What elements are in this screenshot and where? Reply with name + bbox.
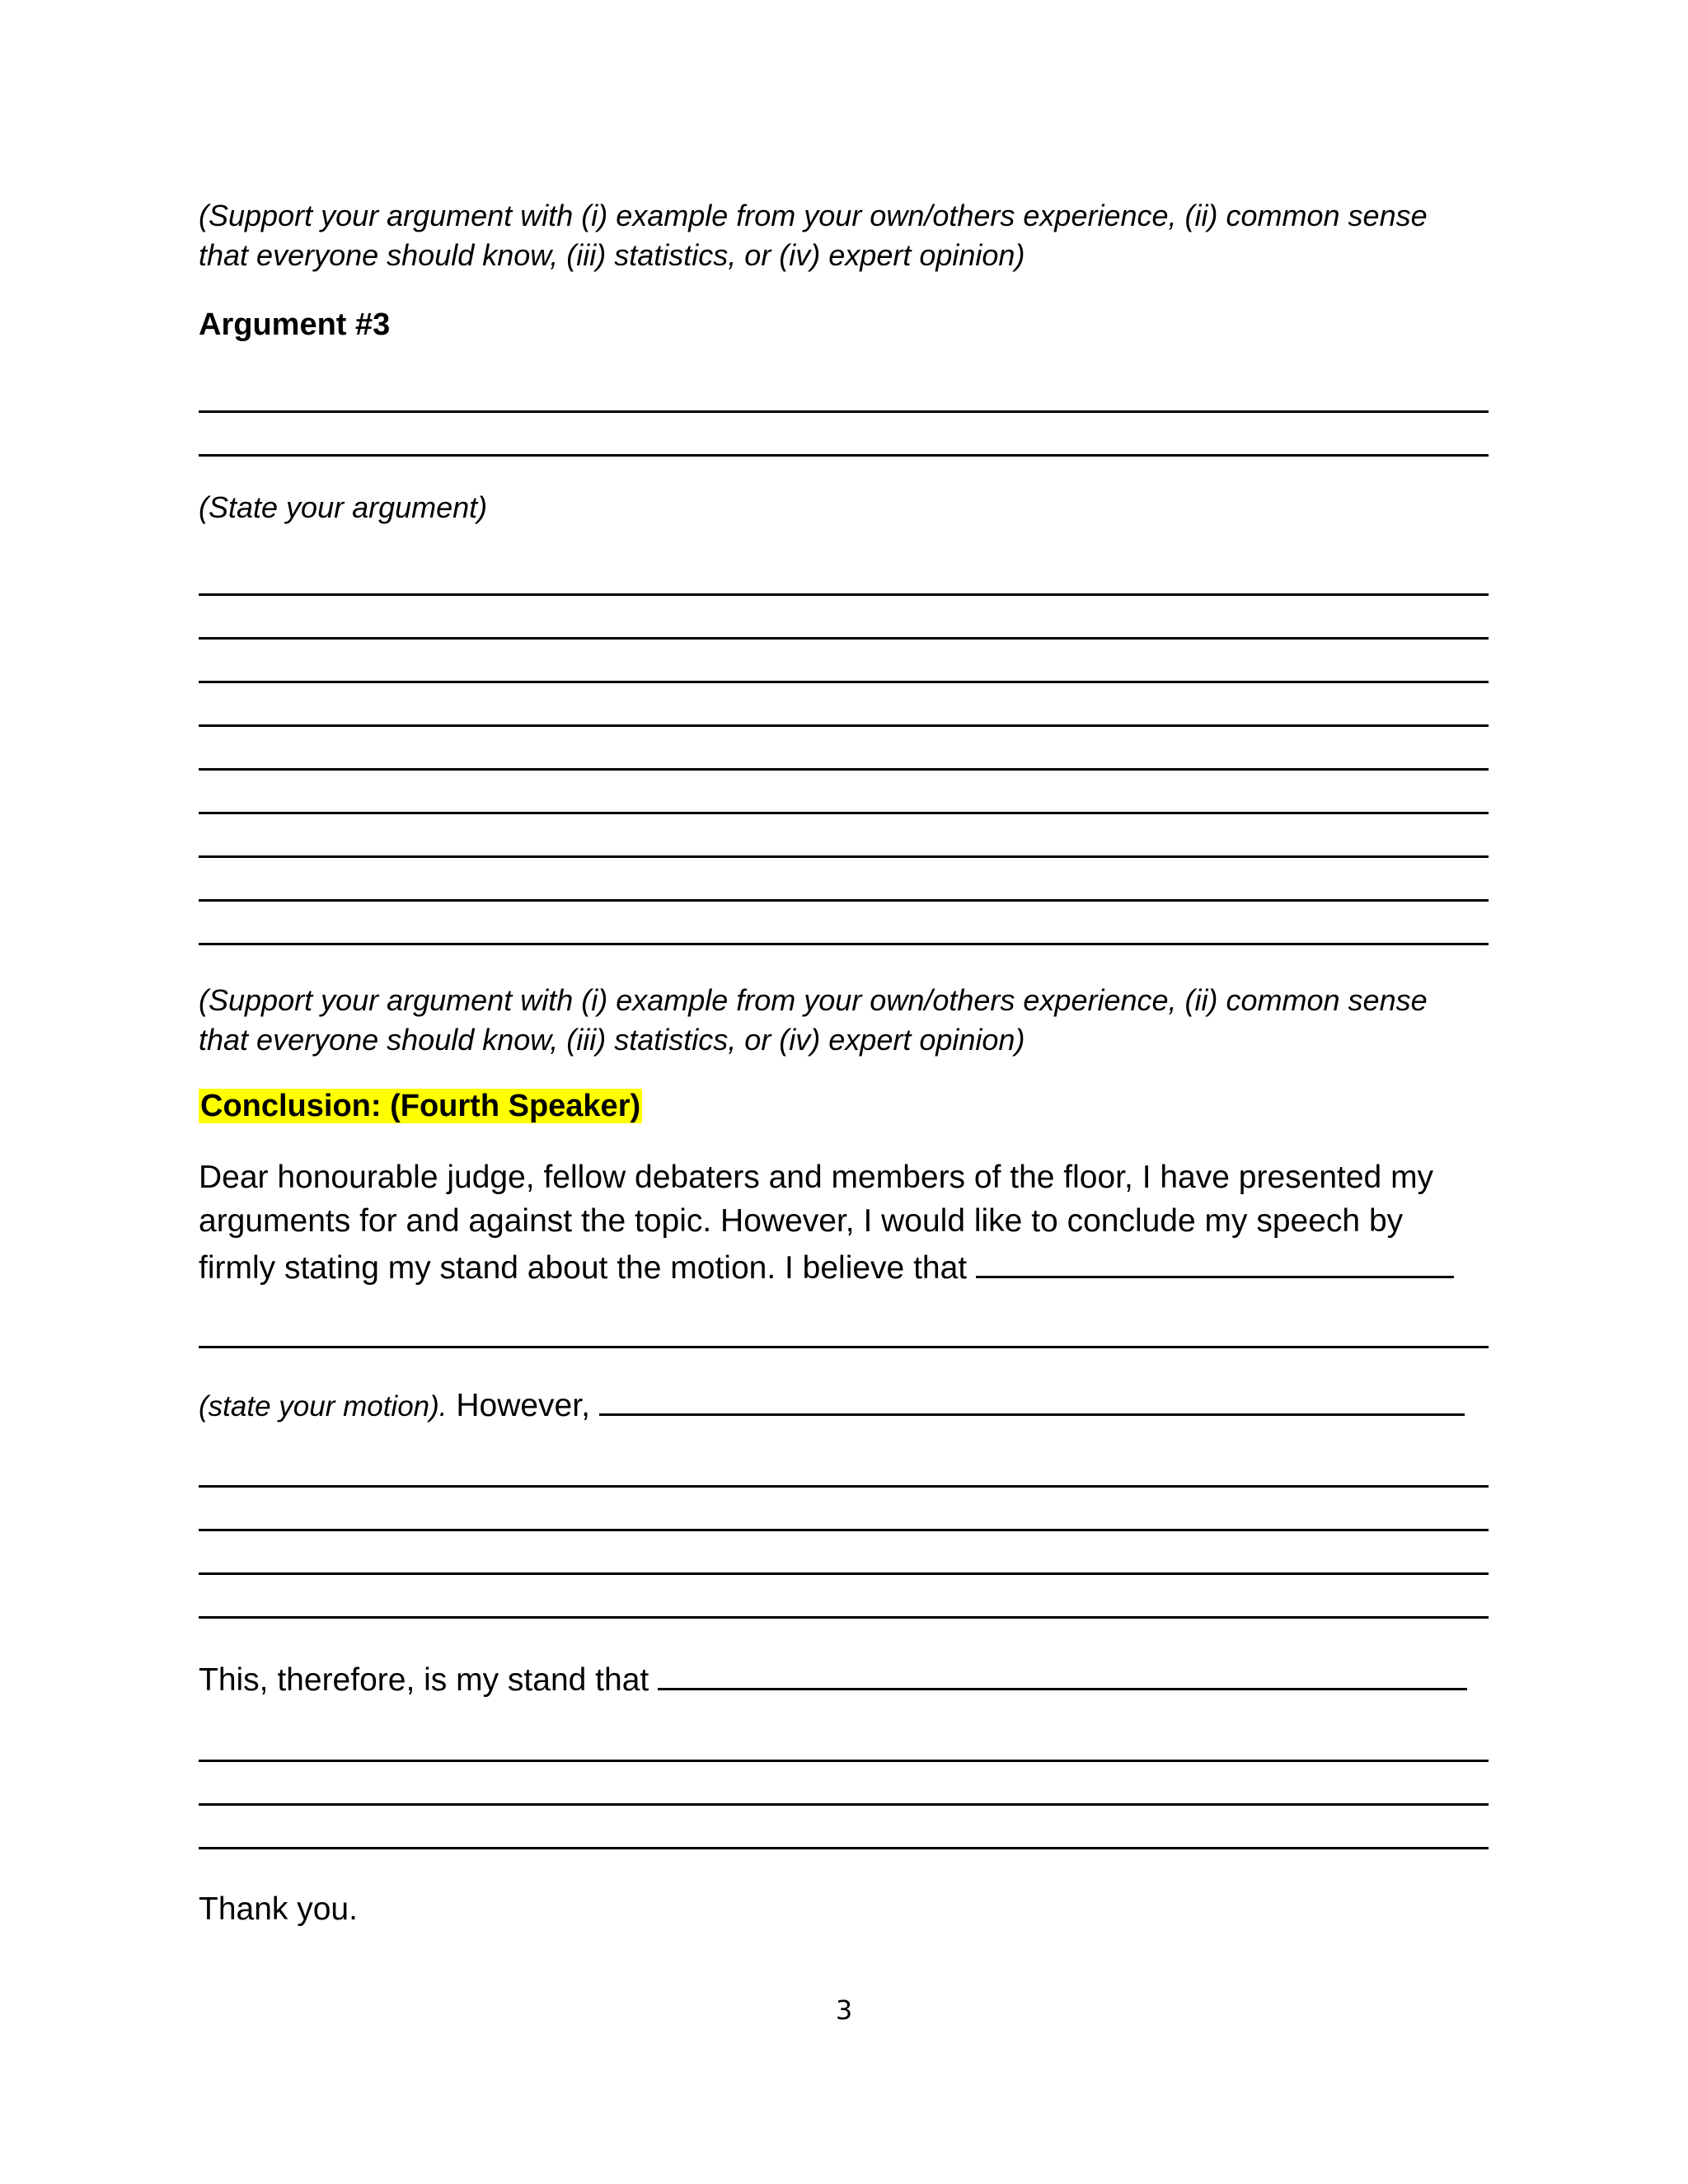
however-blank[interactable] (599, 1380, 1465, 1416)
believe-text: firmly stating my stand about the motion. I believe that (199, 1250, 968, 1286)
motion-hint: (state your motion). (199, 1390, 448, 1422)
writing-line[interactable] (199, 1529, 1489, 1531)
support-note-line-2: that everyone should know, (iii) statistics, or (iv) expert opinion) (199, 238, 1025, 272)
writing-line[interactable] (199, 1346, 1489, 1348)
writing-line[interactable] (199, 943, 1489, 945)
conclusion-para-line-2: arguments for and against the topic. However, I would like to conclude my speech by (199, 1203, 1404, 1239)
writing-line[interactable] (199, 681, 1489, 683)
writing-line[interactable] (199, 1760, 1489, 1762)
writing-line[interactable] (199, 1572, 1489, 1575)
writing-line[interactable] (199, 1847, 1489, 1849)
support-note-line-1: (Support your argument with (i) example from your own/others experience, (ii) common sense (199, 199, 1428, 232)
conclusion-heading (199, 1086, 642, 1126)
writing-line[interactable] (199, 1616, 1489, 1619)
motion-line (199, 1380, 1501, 1428)
thank-you-text: Thank you. (199, 1891, 358, 1927)
writing-line[interactable] (199, 593, 1489, 596)
writing-line[interactable] (199, 768, 1489, 771)
writing-line[interactable] (199, 812, 1489, 814)
state-argument-hint: (State your argument) (199, 490, 488, 524)
stand-line (199, 1655, 1501, 1702)
conclusion-para-line-3 (199, 1243, 1501, 1290)
believe-blank[interactable] (976, 1243, 1454, 1278)
support-note-line-2: that everyone should know, (iii) statistics, or (iv) expert opinion) (199, 1023, 1025, 1057)
writing-line[interactable] (199, 1485, 1489, 1488)
writing-line[interactable] (199, 724, 1489, 727)
however-text: However, (456, 1388, 590, 1423)
conclusion-heading-text: Conclusion: (Fourth Speaker) (200, 1089, 641, 1123)
argument-3-heading: Argument #3 (199, 307, 391, 342)
support-note-line-1: (Support your argument with (i) example from your own/others experience, (ii) common sense (199, 983, 1428, 1017)
writing-line[interactable] (199, 637, 1489, 640)
conclusion-para-line-1: Dear honourable judge, fellow debaters and members of the floor, I have presented my (199, 1160, 1434, 1195)
page-number: 3 (835, 1994, 853, 2026)
writing-line[interactable] (199, 1803, 1489, 1806)
writing-line[interactable] (199, 899, 1489, 902)
writing-line[interactable] (199, 454, 1489, 457)
stand-text: This, therefore, is my stand that (199, 1662, 649, 1698)
stand-blank[interactable] (658, 1655, 1467, 1690)
writing-line[interactable] (199, 855, 1489, 858)
writing-line[interactable] (199, 410, 1489, 413)
